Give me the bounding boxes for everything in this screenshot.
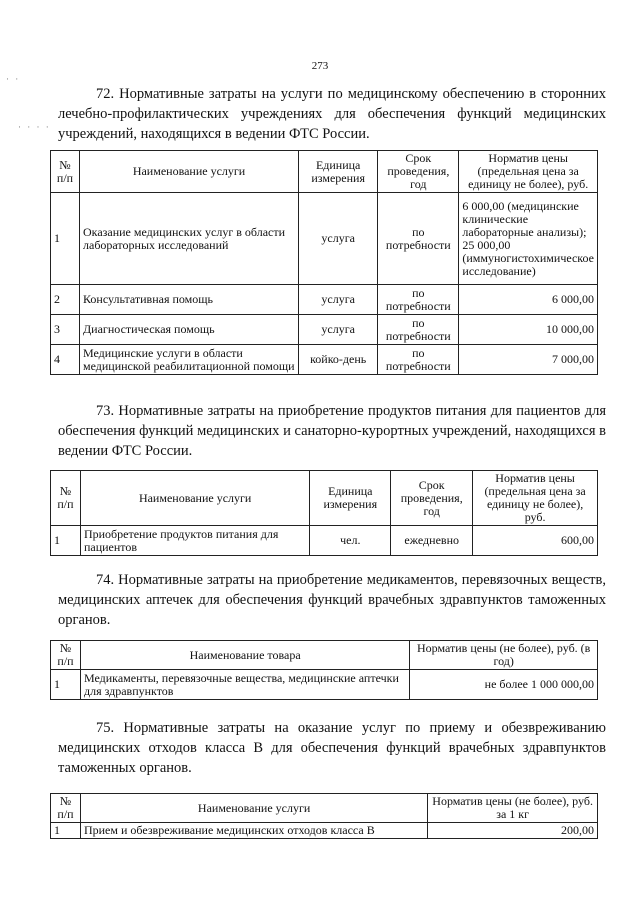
column-header: Наименование услуги xyxy=(80,471,309,526)
row-number: 3 xyxy=(51,315,80,345)
price: 7 000,00 xyxy=(459,345,598,375)
column-header: № п/п xyxy=(51,641,81,670)
section-72-heading: 72. Нормативные затраты на услуги по медицинскому обеспечению в сторонних лечебно-профилактических учреждениях для обеспечения функций медицинских учреждений, находящихся в ведении ФТС России. xyxy=(58,86,606,142)
table-row xyxy=(51,315,598,345)
table-header-row xyxy=(51,151,598,193)
row-number: 1 xyxy=(51,823,81,839)
scan-artifact: · · xyxy=(6,74,21,84)
row-number: 1 xyxy=(51,670,81,700)
service-name: Оказание медицинских услуг в области лабораторных исследований xyxy=(80,193,299,285)
unit: чел. xyxy=(310,526,391,556)
table-73 xyxy=(50,470,598,556)
service-name: Диагностическая помощь xyxy=(80,315,299,345)
row-number: 1 xyxy=(51,526,81,556)
service-name: Консультативная помощь xyxy=(80,285,299,315)
table-row xyxy=(51,670,598,700)
column-header: № п/п xyxy=(51,151,80,193)
table-header-row xyxy=(51,794,598,823)
table-row xyxy=(51,823,598,839)
table-row xyxy=(51,285,598,315)
table-75 xyxy=(50,793,598,839)
item-name: Медикаменты, перевязочные вещества, медицинские аптечки для здравпунктов xyxy=(80,670,409,700)
section-73-heading: 73. Нормативные затраты на приобретение продуктов питания для пациентов для обеспечения функций медицинских и санаторно-курортных учреждений, находящихся в ведении ФТС России. xyxy=(58,403,606,459)
price: не более 1 000 000,00 xyxy=(410,670,598,700)
column-header: № п/п xyxy=(51,794,81,823)
table-row xyxy=(51,526,598,556)
table-row xyxy=(51,193,598,285)
price: 10 000,00 xyxy=(459,315,598,345)
service-name: Прием и обезвреживание медицинских отходов класса В xyxy=(80,823,427,839)
service-name: Медицинские услуги в области медицинской реабилитационной помощи xyxy=(80,345,299,375)
table-72 xyxy=(50,150,598,375)
price: 6 000,00 (медицинские клинические лабораторные анализы); 25 000,00 (иммуногистохимическое исследование) xyxy=(459,193,598,285)
price: 6 000,00 xyxy=(459,285,598,315)
unit: услуга xyxy=(299,285,378,315)
term: по потребности xyxy=(378,285,459,315)
unit: услуга xyxy=(299,193,378,285)
column-header: Наименование услуги xyxy=(80,794,427,823)
column-header: Срок проведения, год xyxy=(378,151,459,193)
page-number: 273 xyxy=(311,60,329,72)
column-header: Срок проведения, год xyxy=(391,471,473,526)
section-75-heading: 75. Нормативные затраты на оказание услуг по приему и обезвреживанию медицинских отходов класса В для обеспечения функций врачебных здравпунктов таможенных органов. xyxy=(58,720,606,776)
column-header: Норматив цены (предельная цена за единицу не более), руб. xyxy=(459,151,598,193)
service-name: Приобретение продуктов питания для пациентов xyxy=(80,526,309,556)
column-header: Единица измерения xyxy=(299,151,378,193)
table-row xyxy=(51,345,598,375)
term: по потребности xyxy=(378,315,459,345)
table-header-row xyxy=(51,471,598,526)
unit: услуга xyxy=(299,315,378,345)
column-header: Норматив цены (не более), руб. (в год) xyxy=(410,641,598,670)
unit: койко-день xyxy=(299,345,378,375)
column-header: Наименование услуги xyxy=(80,151,299,193)
section-74-heading: 74. Нормативные затраты на приобретение медикаментов, перевязочных веществ, медицинских аптечек для обеспечения функций врачебных здравпунктов таможенных органов. xyxy=(58,572,606,628)
price: 600,00 xyxy=(473,526,598,556)
scan-artifact: · · · · xyxy=(18,122,51,132)
column-header: № п/п xyxy=(51,471,81,526)
price: 200,00 xyxy=(428,823,598,839)
term: ежедневно xyxy=(391,526,473,556)
column-header: Норматив цены (предельная цена за единицу не более), руб. xyxy=(473,471,598,526)
table-74 xyxy=(50,640,598,700)
row-number: 1 xyxy=(51,193,80,285)
column-header: Наименование товара xyxy=(80,641,409,670)
term: по потребности xyxy=(378,193,459,285)
table-header-row xyxy=(51,641,598,670)
column-header: Норматив цены (не более), руб. за 1 кг xyxy=(428,794,598,823)
row-number: 4 xyxy=(51,345,80,375)
row-number: 2 xyxy=(51,285,80,315)
term: по потребности xyxy=(378,345,459,375)
column-header: Единица измерения xyxy=(310,471,391,526)
